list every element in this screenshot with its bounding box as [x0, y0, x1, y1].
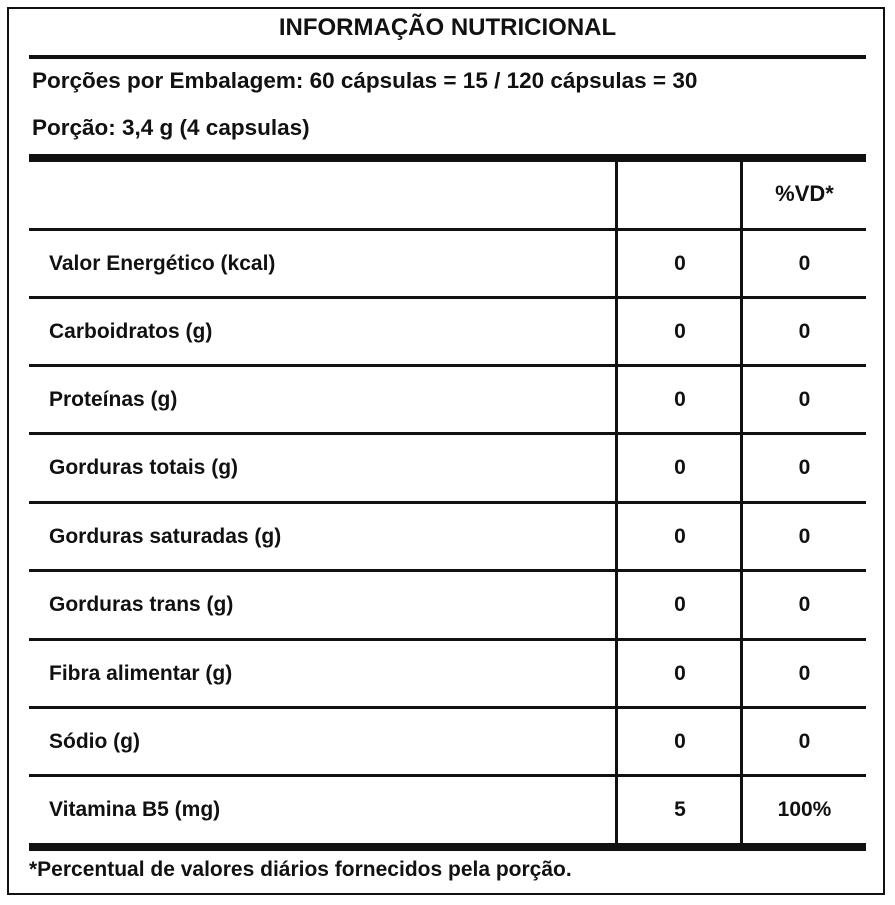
nutrient-amount: 0 — [674, 662, 686, 685]
table-row — [29, 299, 866, 365]
nutrient-daily-value: 0 — [798, 730, 811, 753]
nutrient-name: Gorduras totais (g) — [49, 456, 239, 479]
nutrient-amount: 0 — [674, 252, 686, 275]
nutrient-name: Gorduras saturadas (g) — [49, 525, 282, 548]
nutrient-amount: 0 — [674, 730, 686, 753]
nutrient-name: Carboidratos (g) — [49, 320, 213, 343]
nutrient-amount: 0 — [674, 593, 686, 616]
table-row — [29, 504, 866, 570]
nutrient-amount: 0 — [674, 320, 686, 343]
nutrient-daily-value: 0 — [798, 388, 811, 411]
nutrient-amount: 0 — [674, 388, 686, 411]
nutrient-daily-value: 100% — [777, 798, 832, 821]
nutrient-name: Proteínas (g) — [49, 388, 178, 411]
nutrient-amount: 0 — [674, 456, 686, 479]
table-row — [29, 435, 866, 501]
title-divider — [29, 55, 866, 59]
nutrient-daily-value: 0 — [798, 456, 811, 479]
table-row — [29, 641, 866, 707]
nutrient-daily-value: 0 — [798, 525, 811, 548]
nutrient-name: Sódio (g) — [49, 730, 140, 753]
nutrient-name: Valor Energético (kcal) — [49, 252, 276, 275]
label-title: INFORMAÇÃO NUTRICIONAL — [278, 14, 617, 41]
thick-divider-bottom — [29, 843, 866, 851]
nutrient-name: Vitamina B5 (mg) — [49, 798, 221, 821]
footnote: *Percentual de valores diários fornecidos pela porção. — [29, 858, 572, 881]
table-row — [29, 572, 866, 638]
table-row — [29, 367, 866, 433]
nutrient-daily-value: 0 — [798, 252, 811, 275]
table-row — [29, 231, 866, 297]
nutrient-daily-value: 0 — [798, 593, 811, 616]
nutrient-amount: 0 — [674, 525, 686, 548]
nutrient-name: Fibra alimentar (g) — [49, 662, 233, 685]
servings-per-package: Porções por Embalagem: 60 cápsulas = 15 / 120 cápsulas = 30 — [32, 68, 698, 93]
table-row — [29, 709, 866, 775]
nutrient-daily-value: 0 — [798, 662, 811, 685]
nutrient-amount: 5 — [674, 798, 686, 821]
header-daily-value: %VD* — [775, 181, 834, 206]
nutrient-name: Gorduras trans (g) — [49, 593, 234, 616]
nutrient-daily-value: 0 — [798, 320, 811, 343]
serving-size: Porção: 3,4 g (4 capsulas) — [32, 115, 310, 140]
table-row — [29, 777, 866, 843]
